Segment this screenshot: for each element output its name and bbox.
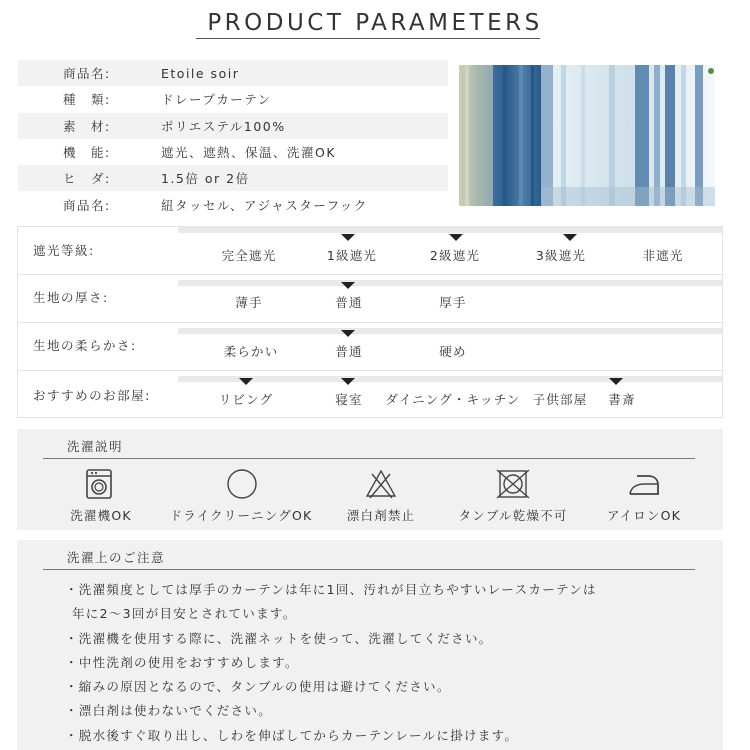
spec-key: 商品名:: [63, 66, 111, 82]
rating-option: リビング: [218, 392, 274, 407]
dry-clean-icon: [225, 467, 259, 501]
wash-label: ドライクリーニングOK: [169, 508, 313, 523]
spec-row: [18, 86, 448, 112]
spec-row: [18, 113, 448, 139]
wash-label: タンブル乾燥不可: [458, 508, 568, 523]
spec-value: Etoile soir: [161, 65, 240, 81]
rating-band: [178, 328, 722, 334]
iron-icon: [627, 467, 661, 501]
spec-key: 商品名:: [63, 197, 111, 213]
rating-band: [178, 280, 722, 286]
spec-value: 紐タッセル、アジャスターフック: [161, 197, 368, 213]
note-line: ・中性洗剤の使用をおすすめします。: [65, 654, 299, 670]
rating-label: 遮光等級:: [33, 243, 95, 258]
spec-row: [18, 165, 448, 191]
section-divider: [43, 458, 695, 459]
spec-row: [18, 139, 448, 165]
spec-row: [18, 191, 448, 217]
spec-key: ヒ ダ:: [63, 171, 111, 187]
rating-option: 子供部屋: [532, 392, 588, 407]
note-line: 年に2～3回が目安とされています。: [72, 606, 297, 622]
spec-table: [18, 60, 448, 218]
notes-section: [17, 540, 723, 750]
section-title: 洗濯上のご注意: [67, 550, 166, 565]
spec-row: [18, 60, 448, 86]
spec-value: 遮光、遮熱、保温、洗濯OK: [161, 145, 337, 161]
rating-option: 寝室: [335, 392, 363, 407]
rating-band: [178, 376, 722, 382]
rating-option: 1級遮光: [326, 248, 378, 263]
spec-value: ドレープカーテン: [161, 92, 272, 108]
washing-machine-icon: [82, 467, 116, 501]
note-list: [65, 578, 705, 748]
rating-label: 生地の厚さ:: [33, 290, 109, 305]
rating-option: 硬め: [439, 344, 467, 359]
curtain-image: [459, 65, 715, 206]
spec-key: 種 類:: [63, 92, 111, 108]
rating-marker: [239, 378, 253, 385]
rating-label: おすすめのお部屋:: [33, 388, 151, 403]
section-title: 洗濯説明: [67, 439, 124, 454]
rating-row-thickness: [18, 275, 722, 323]
spec-key: 素 材:: [63, 118, 111, 134]
wash-label: 漂白剤禁止: [346, 508, 416, 523]
rating-row-shading: [18, 227, 722, 275]
rating-option: 柔らかい: [223, 344, 279, 359]
rating-band: [178, 227, 722, 233]
note-line: ・洗濯頻度としては厚手のカーテンは年に1回、汚れが目立ちやすいレースカーテンは: [65, 582, 597, 597]
rating-option: 書斎: [608, 392, 636, 407]
page-title: PRODUCT PARAMETERS: [207, 10, 543, 36]
rating-marker: [341, 378, 355, 385]
no-tumble-dry-icon: [496, 467, 530, 501]
no-bleach-icon: [364, 467, 398, 501]
rating-marker: [341, 234, 355, 241]
spec-value: 1.5倍 or 2倍: [161, 171, 250, 187]
rating-option: 厚手: [439, 295, 467, 310]
spec-key: 機 能:: [63, 145, 111, 161]
rating-option: 完全遮光: [221, 248, 277, 263]
rating-marker: [449, 234, 463, 241]
note-line: ・脱水後すぐ取り出し、しわを伸ばしてからカーテンレールに掛けます。: [65, 727, 519, 743]
rating-marker: [341, 330, 355, 337]
washing-section: [17, 429, 723, 530]
note-line: ・縮みの原因となるので、タンブルの使用は避けてください。: [65, 679, 451, 695]
rating-option: 2級遮光: [429, 248, 481, 263]
rating-row-room: [18, 371, 722, 419]
wash-label: 洗濯機OK: [70, 508, 132, 523]
wash-label: アイロンOK: [606, 508, 682, 523]
note-line: ・漂白剤は使わないでください。: [65, 703, 273, 719]
rating-table: [17, 226, 723, 418]
rating-option: 非遮光: [642, 248, 684, 263]
note-line: ・洗濯機を使用する際に、洗濯ネットを使って、洗濯してください。: [65, 630, 493, 646]
spec-value: ポリエステル100%: [161, 118, 286, 134]
title-underline: [196, 38, 540, 39]
section-divider: [43, 569, 695, 570]
rating-option: 3級遮光: [535, 248, 587, 263]
rating-option: ダイニング・キッチン: [385, 392, 521, 407]
rating-option: 薄手: [235, 295, 263, 310]
product-photo: [459, 65, 715, 206]
rating-marker: [609, 378, 623, 385]
rating-row-softness: [18, 323, 722, 371]
rating-option: 普通: [335, 344, 363, 359]
rating-option: 普通: [335, 295, 363, 310]
rating-marker: [563, 234, 577, 241]
rating-marker: [341, 282, 355, 289]
rating-label: 生地の柔らかさ:: [33, 338, 137, 353]
